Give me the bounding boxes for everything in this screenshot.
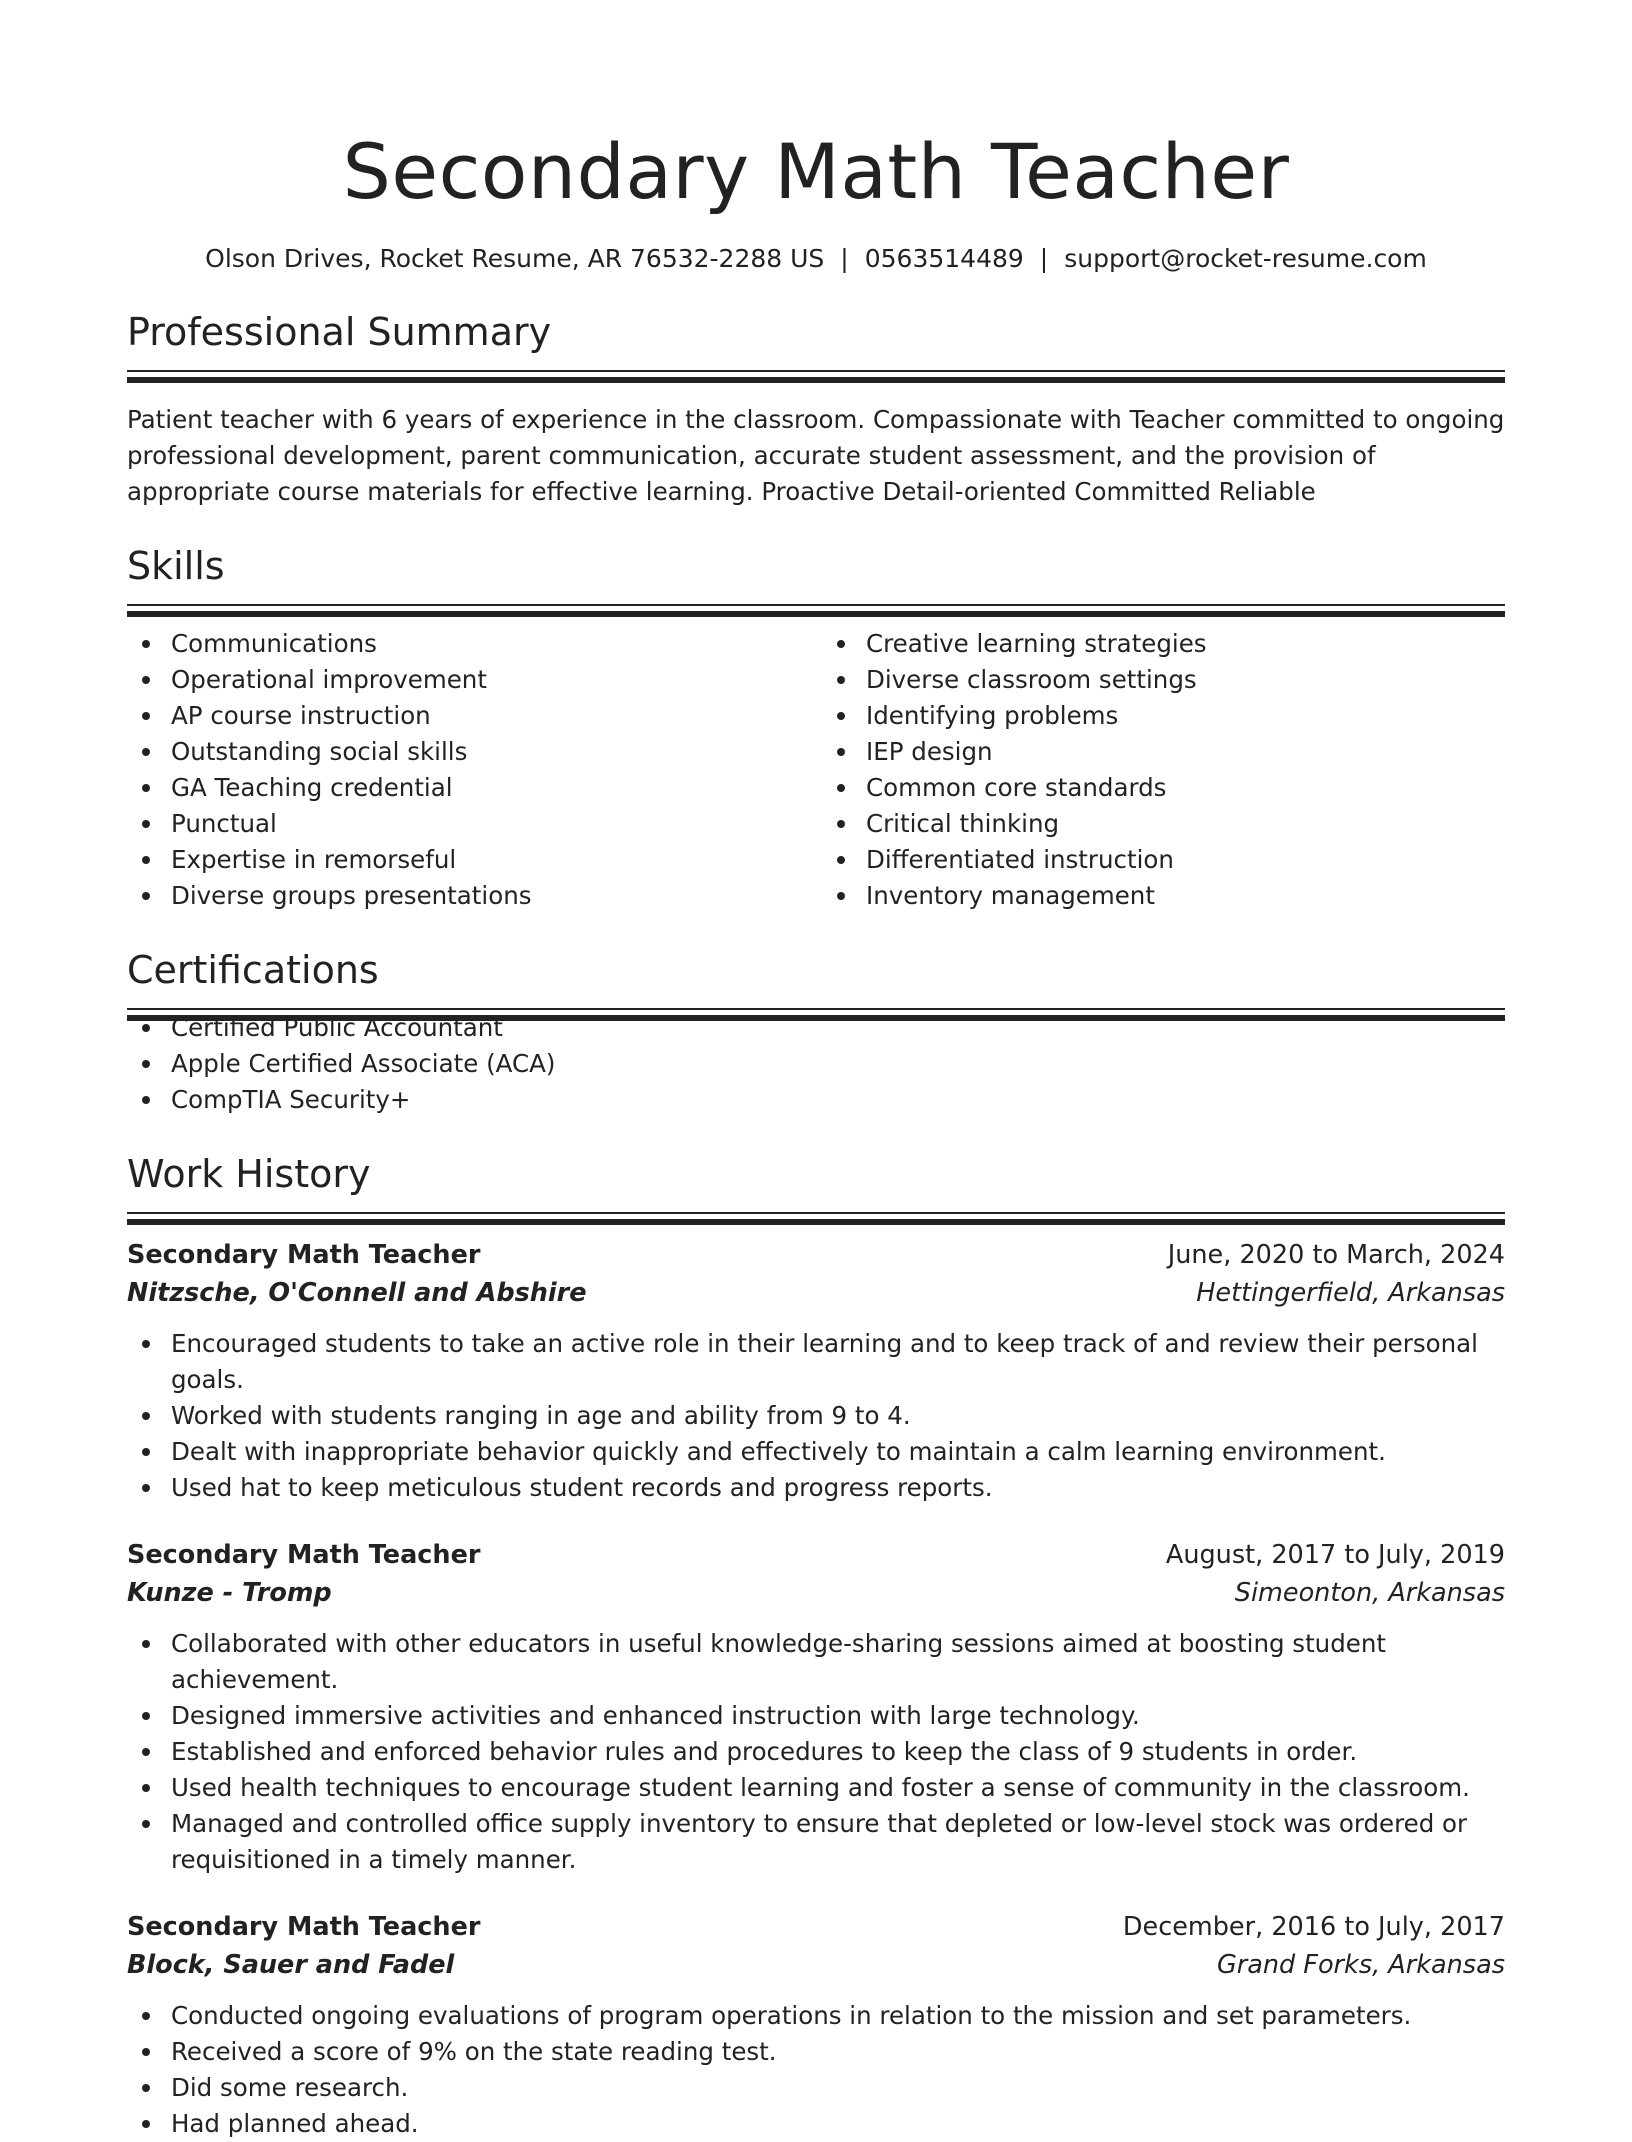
skills-column-right <box>816 626 1505 914</box>
job-title: Secondary Math Teacher <box>127 1540 481 1570</box>
skill-item: Communications <box>171 626 816 662</box>
job-company: Nitzsche, O'Connell and Abshire <box>127 1278 587 1308</box>
skill-item: Identifying problems <box>866 698 1505 734</box>
job-dates: June, 2020 to March, 2024 <box>1167 1240 1505 1270</box>
work-history-section <box>127 1118 1505 2142</box>
summary-text: Patient teacher with 6 years of experience in the classroom. Compassionate with Teacher committed to ongoing professional development, parent communication, accurate student assessment, and the provision of appropriate course materials for effective learning. Proactive Detail-oriented Committed Reliable <box>127 405 1505 506</box>
job-bullet: Designed immersive activities and enhanced instruction with large technology. <box>171 1698 1505 1734</box>
job-bullets <box>127 1998 1505 2142</box>
job-title: Secondary Math Teacher <box>127 1240 481 1270</box>
section-divider <box>127 604 1505 606</box>
certification-item: Apple Certified Associate (ACA) <box>171 1046 1505 1082</box>
job-bullet: Managed and controlled office supply inventory to ensure that depleted or low-level stock was ordered or requisitioned in a timely manner. <box>171 1806 1505 1878</box>
certification-item: CompTIA Security+ <box>171 1082 1505 1118</box>
contact-phone: 0563514489 <box>864 244 1024 273</box>
skill-item: Critical thinking <box>866 806 1505 842</box>
job-entry <box>127 1236 1505 1506</box>
skill-item: Differentiated instruction <box>866 842 1505 878</box>
job-location: Grand Forks, Arkansas <box>1216 1950 1505 1980</box>
job-bullet: Used health techniques to encourage student learning and foster a sense of community in the classroom. <box>171 1770 1505 1806</box>
skills-section <box>127 510 1505 914</box>
contact-separator: | <box>840 244 849 273</box>
job-bullet: Used hat to keep meticulous student records and progress reports. <box>171 1470 1505 1506</box>
skill-item: GA Teaching credential <box>171 770 816 806</box>
job-bullet: Conducted ongoing evaluations of program operations in relation to the mission and set parameters. <box>171 1998 1505 2034</box>
job-bullets <box>127 1326 1505 1506</box>
job-header <box>127 1236 1505 1274</box>
skill-item: Creative learning strategies <box>866 626 1505 662</box>
job-bullet: Dealt with inappropriate behavior quickly and effectively to maintain a calm learning environment. <box>171 1434 1505 1470</box>
job-header <box>127 1536 1505 1574</box>
skill-item: Diverse classroom settings <box>866 662 1505 698</box>
summary-heading: Professional Summary <box>127 310 552 354</box>
skills-column-left <box>127 626 816 914</box>
job-bullet: Encouraged students to take an active role in their learning and to keep track of and review their personal goals. <box>171 1326 1505 1398</box>
job-bullet: Received a score of 9% on the state reading test. <box>171 2034 1505 2070</box>
summary-section <box>127 276 1505 510</box>
job-bullet: Established and enforced behavior rules and procedures to keep the class of 9 students in order. <box>171 1734 1505 1770</box>
certification-item: Certified Public Accountant <box>171 1010 1505 1046</box>
contact-email: support@rocket-resume.com <box>1064 244 1427 273</box>
skill-item: AP course instruction <box>171 698 816 734</box>
skill-item: Expertise in remorseful <box>171 842 816 878</box>
job-bullets <box>127 1626 1505 1878</box>
skill-item: Diverse groups presentations <box>171 878 816 914</box>
skill-item: Operational improvement <box>171 662 816 698</box>
skills-grid <box>127 626 1505 914</box>
skill-item: Punctual <box>171 806 816 842</box>
skill-item: Common core standards <box>866 770 1505 806</box>
skills-list-left <box>127 626 816 914</box>
skill-item: Outstanding social skills <box>171 734 816 770</box>
skill-item: Inventory management <box>866 878 1505 914</box>
job-subheader <box>127 1946 1505 1984</box>
certifications-heading: Certifications <box>127 948 379 992</box>
skills-list-right <box>816 626 1505 914</box>
job-title: Secondary Math Teacher <box>127 1912 481 1942</box>
job-company: Kunze - Tromp <box>127 1578 332 1608</box>
job-dates: December, 2016 to July, 2017 <box>1122 1912 1505 1942</box>
skill-item: IEP design <box>866 734 1505 770</box>
job-location: Hettingerfield, Arkansas <box>1196 1278 1505 1308</box>
job-subheader <box>127 1574 1505 1612</box>
job-bullet: Did some research. <box>171 2070 1505 2106</box>
job-location: Simeonton, Arkansas <box>1234 1578 1505 1608</box>
job-bullet: Collaborated with other educators in useful knowledge-sharing sessions aimed at boosting student achievement. <box>171 1626 1505 1698</box>
job-entry <box>127 1536 1505 1878</box>
certifications-list <box>127 1010 1505 1118</box>
skills-heading: Skills <box>127 544 225 588</box>
job-bullet: Worked with students ranging in age and ability from 9 to 4. <box>171 1398 1505 1434</box>
contact-separator: | <box>1039 244 1049 273</box>
job-bullet: Had planned ahead. <box>171 2106 1505 2142</box>
contact-line <box>127 242 1505 276</box>
job-dates: August, 2017 to July, 2019 <box>1165 1540 1505 1570</box>
section-divider <box>127 370 1505 372</box>
work-history-heading: Work History <box>127 1152 371 1196</box>
contact-address: Olson Drives, Rocket Resume, AR 76532-2288 US <box>205 244 825 273</box>
job-entry <box>127 1908 1505 2142</box>
job-header <box>127 1908 1505 1946</box>
certifications-section <box>127 914 1505 1118</box>
resume-name: Secondary Math Teacher <box>342 127 1290 216</box>
section-divider <box>127 1212 1505 1214</box>
job-company: Block, Sauer and Fadel <box>127 1950 455 1980</box>
job-subheader <box>127 1274 1505 1312</box>
